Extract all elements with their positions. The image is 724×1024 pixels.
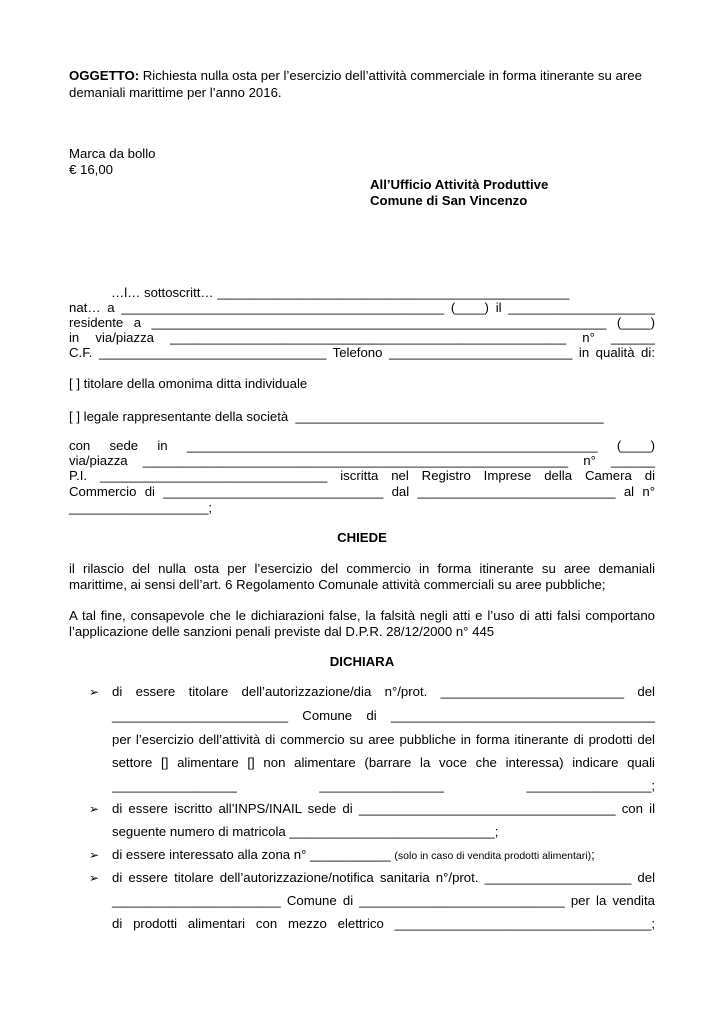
bullet-arrow-icon: ➢ [89, 871, 100, 885]
declaration-item-1-line-3: per l’esercizio dell’attività di commercio su aree pubbliche in forma itinerante di prodotti del [112, 732, 655, 747]
subject-line-1 [69, 68, 655, 84]
declaration-item-2-line-2: seguente numero di matricola ____________________________; [112, 824, 499, 839]
request-para-2-line-2: l’applicazione delle sanzioni penali previste dal D.P.R. 28/12/2000 n° 445 [69, 624, 495, 639]
bullet-arrow-icon: ➢ [89, 848, 100, 862]
declaration-item-3 [112, 847, 655, 864]
request-para-1-line-2: marittime, ai sensi dell’art. 6 Regolamento Comunale attività commerciali su aree pubbliche; [69, 577, 606, 592]
declaration-item-4-line-3: di prodotti alimentari con mezzo elettrico ___________________________________; [112, 916, 655, 931]
stamp-amount: € 16,00 [69, 162, 113, 177]
subject-label: OGGETTO: [69, 68, 140, 83]
bullet-arrow-icon: ➢ [89, 802, 100, 816]
company-address-field: via/piazza __________________________________________________________ n° ______ [69, 453, 655, 468]
applicant-name-field: …l… sottoscritt… ________________________________________________ [111, 285, 570, 300]
declaration-item-1-line-2: ________________________ Comune di ____________________________________ [112, 708, 655, 723]
subject-text: Richiesta nulla osta per l’esercizio dell’attività commerciale in forma itinerante su aree [139, 68, 642, 83]
declaration-item-1-line-4: settore [] alimentare [] non alimentare (barrare la voce che interessa) indicare quali [112, 755, 655, 770]
applicant-cf-phone-field: C.F. _______________________________ Telefono _________________________ in qualità di: [69, 345, 655, 360]
applicant-address-field: in via/piazza ______________________________________________________ n° ______ [69, 330, 655, 345]
company-chamber-field: Commercio di ______________________________ dal ___________________________ al n° [69, 484, 655, 499]
request-para-1-line-1: il rilascio del nulla osta per l’esercizio del commercio in forma itinerante su aree demaniali [69, 561, 655, 576]
request-para-2-line-1: A tal fine, consapevole che le dichiarazioni false, la falsità negli atti e l’uso di atti falsi comportano [69, 608, 655, 623]
company-vat-field: P.I. _______________________________ iscritta nel Registro Imprese della Camera di [69, 468, 655, 483]
declaration-item-3-text: di essere interessato alla zona n° ___________ [112, 847, 395, 862]
recipient-office: All’Ufficio Attività Produttive [370, 177, 549, 192]
declaration-item-1-line-1: di essere titolare dell’autorizzazione/dia n°/prot. _________________________ del [112, 684, 655, 699]
subject-line-2: demaniali marittime per l’anno 2016. [69, 85, 282, 100]
stamp-label: Marca da bollo [69, 146, 156, 161]
option-legal-representative: [ ] legale rappresentante della società __________________________________________ [69, 409, 604, 424]
applicant-birth-field: nat… a ____________________________________________ (____) il ____________________ [69, 300, 655, 315]
bullet-arrow-icon: ➢ [89, 685, 100, 699]
company-reg-number-field: ___________________; [69, 500, 213, 515]
declaration-item-4-line-2: _______________________ Comune di ____________________________ per la vendita [112, 893, 655, 908]
declaration-item-4-line-1: di essere titolare dell’autorizzazione/notifica sanitaria n°/prot. ____________________ del [112, 870, 655, 885]
declaration-heading: DICHIARA [329, 654, 395, 669]
declaration-item-1-line-5: _________________ _________________ _________________; [112, 778, 655, 793]
declaration-item-2-line-1: di essere iscritto all’INPS/INAIL sede di ___________________________________ con il [112, 801, 655, 816]
request-heading: CHIEDE [337, 530, 387, 545]
declaration-item-3-note: (solo in caso di vendita prodotti alimentari) [394, 850, 592, 862]
option-individual-owner: [ ] titolare della omonima ditta individuale [69, 376, 308, 391]
recipient-municipality: Comune di San Vincenzo [370, 193, 528, 208]
declaration-item-3-end: ; [591, 847, 595, 862]
company-seat-field: con sede in ________________________________________________________ (____) [69, 438, 655, 453]
applicant-residence-field: residente a ______________________________________________________________ (____) [69, 315, 655, 330]
